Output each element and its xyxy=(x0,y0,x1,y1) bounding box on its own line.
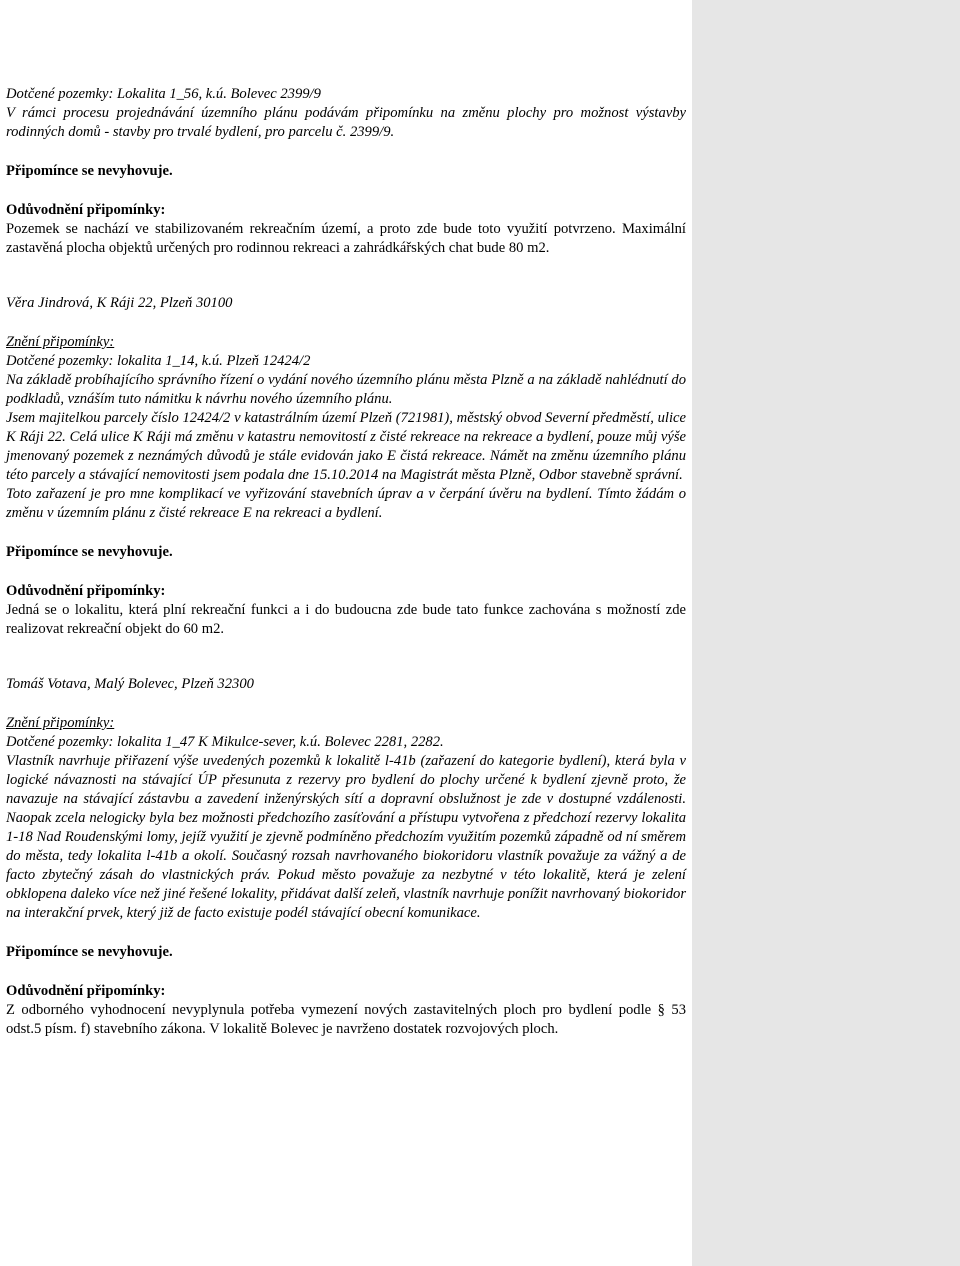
objection-paragraph-2a: Na základě probíhajícího správního řízení o vydání nového územního plánu města Plzně a na základě nahlédnutí do podkladů, vznáším tuto námitku k návrhu nového územního plánu. xyxy=(6,372,686,407)
content-heading-2: Znění připomínky: xyxy=(6,334,115,350)
reason-heading-2: Odůvodnění připomínky: xyxy=(6,583,166,599)
comment-margin-panel xyxy=(692,0,960,1266)
reason-heading-3: Odůvodnění připomínky: xyxy=(6,983,166,999)
author-3: Tomáš Votava, Malý Bolevec, Plzeň 32300 xyxy=(6,676,254,692)
content-heading-3: Znění připomínky: xyxy=(6,715,115,731)
objection-paragraph-3: Vlastník navrhuje přiřazení výše uvedených pozemků k lokalitě l-41b (zařazení do kategorie bydlení), která byla v logické návaznosti na stávající ÚP přesunuta z rezervy pro bydlení do plochy určené k bydlení zjevně proto, že navazuje na stávající zástavbu a zavedení inženýrských sítí a dopravní obslužnost je zde v dostupné vzdálenosti. Naopak zcela nelogicky byla bez možnosti předchozího zasíťování a přístupu vytvořena z předchozí rezervy lokalita 1-18 Nad Roudenskými lomy, jejíž využití je zjevně podmíněno předchozím využitím pozemků západně od ní směrem do města, tedy lokalita l-41b a okolí. Současný rozsah navrhovaného biokoridoru vlastník považuje za vážný a de facto zbytečný zásah do vlastnických práv. Pokud město považuje za nezbytné v této lokalitě, která je zelení obklopena daleko více než jiné řešené lokality, přidávat další zeleň, vlastník navrhuje ponížit navrhovaný biokoridor na interakční prvek, který již de facto existuje podél stávající obecní komunikace. xyxy=(6,753,686,921)
reason-heading-1: Odůvodnění připomínky: xyxy=(6,202,166,218)
reason-text-1: Pozemek se nachází ve stabilizovaném rekreačním území, a proto zde bude toto využití potvrzeno. Maximální zastavěná plocha objektů určených pro rodinnou rekreaci a zahrádkářských chat bude 80 m2. xyxy=(6,221,686,256)
author-2: Věra Jindrová, K Ráji 22, Plzeň 30100 xyxy=(6,295,233,311)
decision-2: Připomínce se nevyhovuje. xyxy=(6,544,173,560)
affected-plots-2: Dotčené pozemky: lokalita 1_14, k.ú. Plzeň 12424/2 xyxy=(6,353,311,369)
intro-request-text: V rámci procesu projednávání územního plánu podávám připomínku na změnu plochy pro možnost výstavby rodinných domů - stavby pro trvalé bydlení, pro parcelu č. 2399/9. xyxy=(6,105,686,140)
document-page xyxy=(6,85,686,1039)
affected-plots-3: Dotčené pozemky: lokalita 1_47 K Mikulce-sever, k.ú. Bolevec 2281, 2282. xyxy=(6,734,444,750)
reason-text-2: Jedná se o lokalitu, která plní rekreační funkci a i do budoucna zde bude tato funkce zachována s možností zde realizovat rekreační objekt do 60 m2. xyxy=(6,602,686,637)
intro-affected-plots: Dotčené pozemky: Lokalita 1_56, k.ú. Bolevec 2399/9 xyxy=(6,86,321,102)
reason-text-3: Z odborného vyhodnocení nevyplynula potřeba vymezení nových zastavitelných ploch pro bydlení podle § 53 odst.5 písm. f) stavebního zákona. V lokalitě Bolevec je navrženo dostatek rozvojových ploch. xyxy=(6,1002,686,1037)
decision-1: Připomínce se nevyhovuje. xyxy=(6,163,173,179)
objection-paragraph-2b: Jsem majitelkou parcely číslo 12424/2 v katastrálním území Plzeň (721981), městský obvod Severní předměstí, ulice K Ráji 22. Celá ulice K Ráji má změnu v katastru nemovitostí z čisté rekreace na rekreace a bydlení, pouze můj výše jmenovaný pozemek z neznámých důvodů je stále evidován jako E čistá rekreace. Námět na změnu územního plánu této parcely a stávající nemovitosti jsem podala dne 15.10.2014 na Magistrát města Plzně, Odbor stavebně správní. xyxy=(6,410,686,483)
decision-3: Připomínce se nevyhovuje. xyxy=(6,944,173,960)
objection-paragraph-2c: Toto zařazení je pro mne komplikací ve vyřizování stavebních úprav a v čerpání úvěru na bydlení. Tímto žádám o změnu v územním plánu z čisté rekreace E na rekreaci a bydlení. xyxy=(6,486,686,521)
